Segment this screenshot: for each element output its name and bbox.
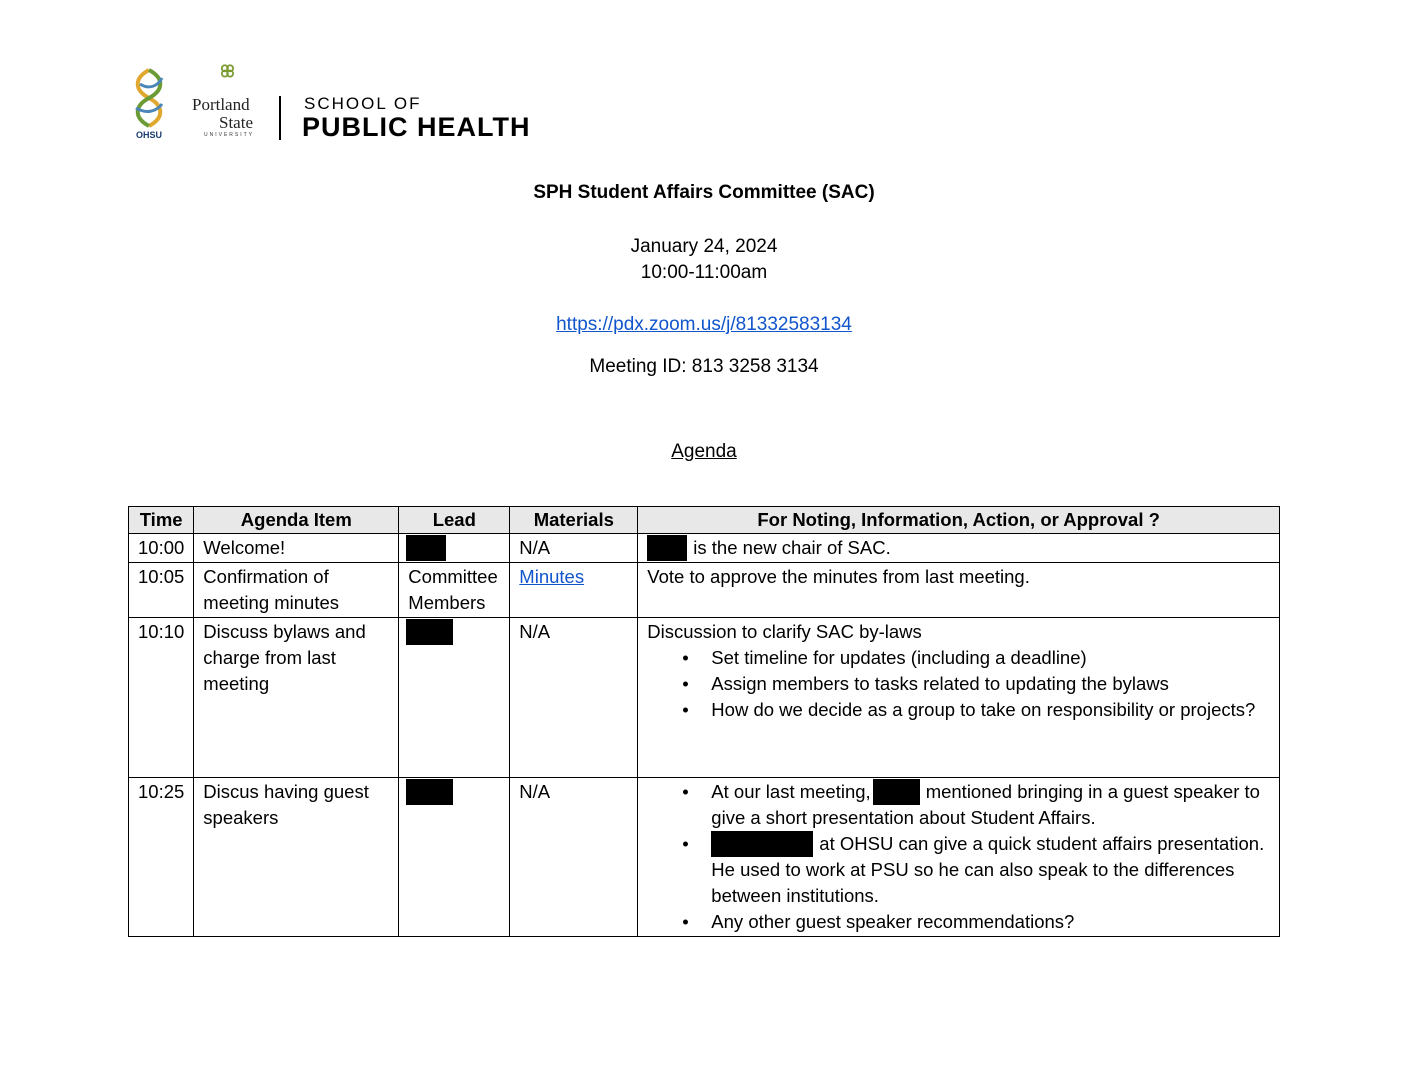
school-of-label: SCHOOL OF [304,94,422,113]
agenda-heading: Agenda [671,441,737,462]
header-time: Time [129,507,194,534]
ohsu-logo-icon [126,64,172,142]
redaction-block [647,535,687,561]
row-item: Discus having guest speakers [194,778,399,937]
public-health-label: PUBLIC HEALTH [302,112,531,142]
psu-university-label: UNIVERSITY [204,132,255,138]
row-note: Vote to approve the minutes from last meeting. [638,563,1280,618]
list-item: • Assign members to tasks related to updating the bylaws [711,671,1270,697]
redaction-block [406,535,446,561]
redaction-block [873,779,920,805]
logo-row [126,64,546,144]
row-lead [399,618,510,778]
logo-divider [279,96,281,140]
header-materials: Materials [510,507,638,534]
bullet-list [647,645,1270,723]
meeting-time: 10:00-11:00am [640,262,768,283]
psu-logo-icon [214,64,254,98]
header-notes: For Noting, Information, Action, or Approval ? [638,507,1280,534]
row-materials: N/A [510,618,638,778]
row-time: 10:00 [129,534,194,563]
table-row [129,618,1280,778]
meeting-id: Meeting ID: 813 3258 3134 [589,356,819,377]
list-item: • How do we decide as a group to take on responsibility or projects? [711,697,1270,723]
redaction-block [406,779,453,805]
row-item: Discuss bylaws and charge from last meeting [194,618,399,778]
row-materials: N/A [510,534,638,563]
header-agenda-item: Agenda Item [194,507,399,534]
row-lead [399,534,510,563]
svg-text:OHSU: OHSU [135,130,163,140]
list-item: • at OHSU can give a quick student affairs presentation. He used to work at PSU so he can also speak to the differences between institutions. [711,831,1270,909]
table-row [129,534,1280,563]
row-materials [510,563,638,618]
zoom-link[interactable]: https://pdx.zoom.us/j/81332583134 [556,314,852,335]
agenda-table [128,506,1280,937]
row-note: is the new chair of SAC. [638,534,1280,563]
redaction-block [711,831,813,857]
meeting-date: January 24, 2024 [630,236,778,257]
row-time: 10:25 [129,778,194,937]
table-row [129,563,1280,618]
row-item: Welcome! [194,534,399,563]
document-title: SPH Student Affairs Committee (SAC) [533,182,875,203]
row-item: Confirmation of meeting minutes [194,563,399,618]
row-note: Discussion to clarify SAC by-laws • Set timeline for updates (including a deadline) • Assign members to tasks related to updating the bylaws • How do we decide as a group to take on responsibility or projects? [638,618,1280,778]
minutes-link[interactable]: Minutes [519,566,585,587]
psu-wordmark: Portland State [192,95,253,132]
row-time: 10:05 [129,563,194,618]
row-materials: N/A [510,778,638,937]
list-item: • Any other guest speaker recommendations? [711,909,1270,935]
header-lead: Lead [399,507,510,534]
bullet-list [647,779,1270,935]
list-item: • At our last meeting, mentioned bringing in a guest speaker to give a short presentation about Student Affairs. [711,779,1270,831]
row-note [638,778,1280,937]
list-item: • Set timeline for updates (including a deadline) [711,645,1270,671]
row-lead: Committee Members [399,563,510,618]
row-time: 10:10 [129,618,194,778]
table-row [129,778,1280,937]
table-header-row [129,507,1280,534]
row-lead [399,778,510,937]
redaction-block [406,619,453,645]
